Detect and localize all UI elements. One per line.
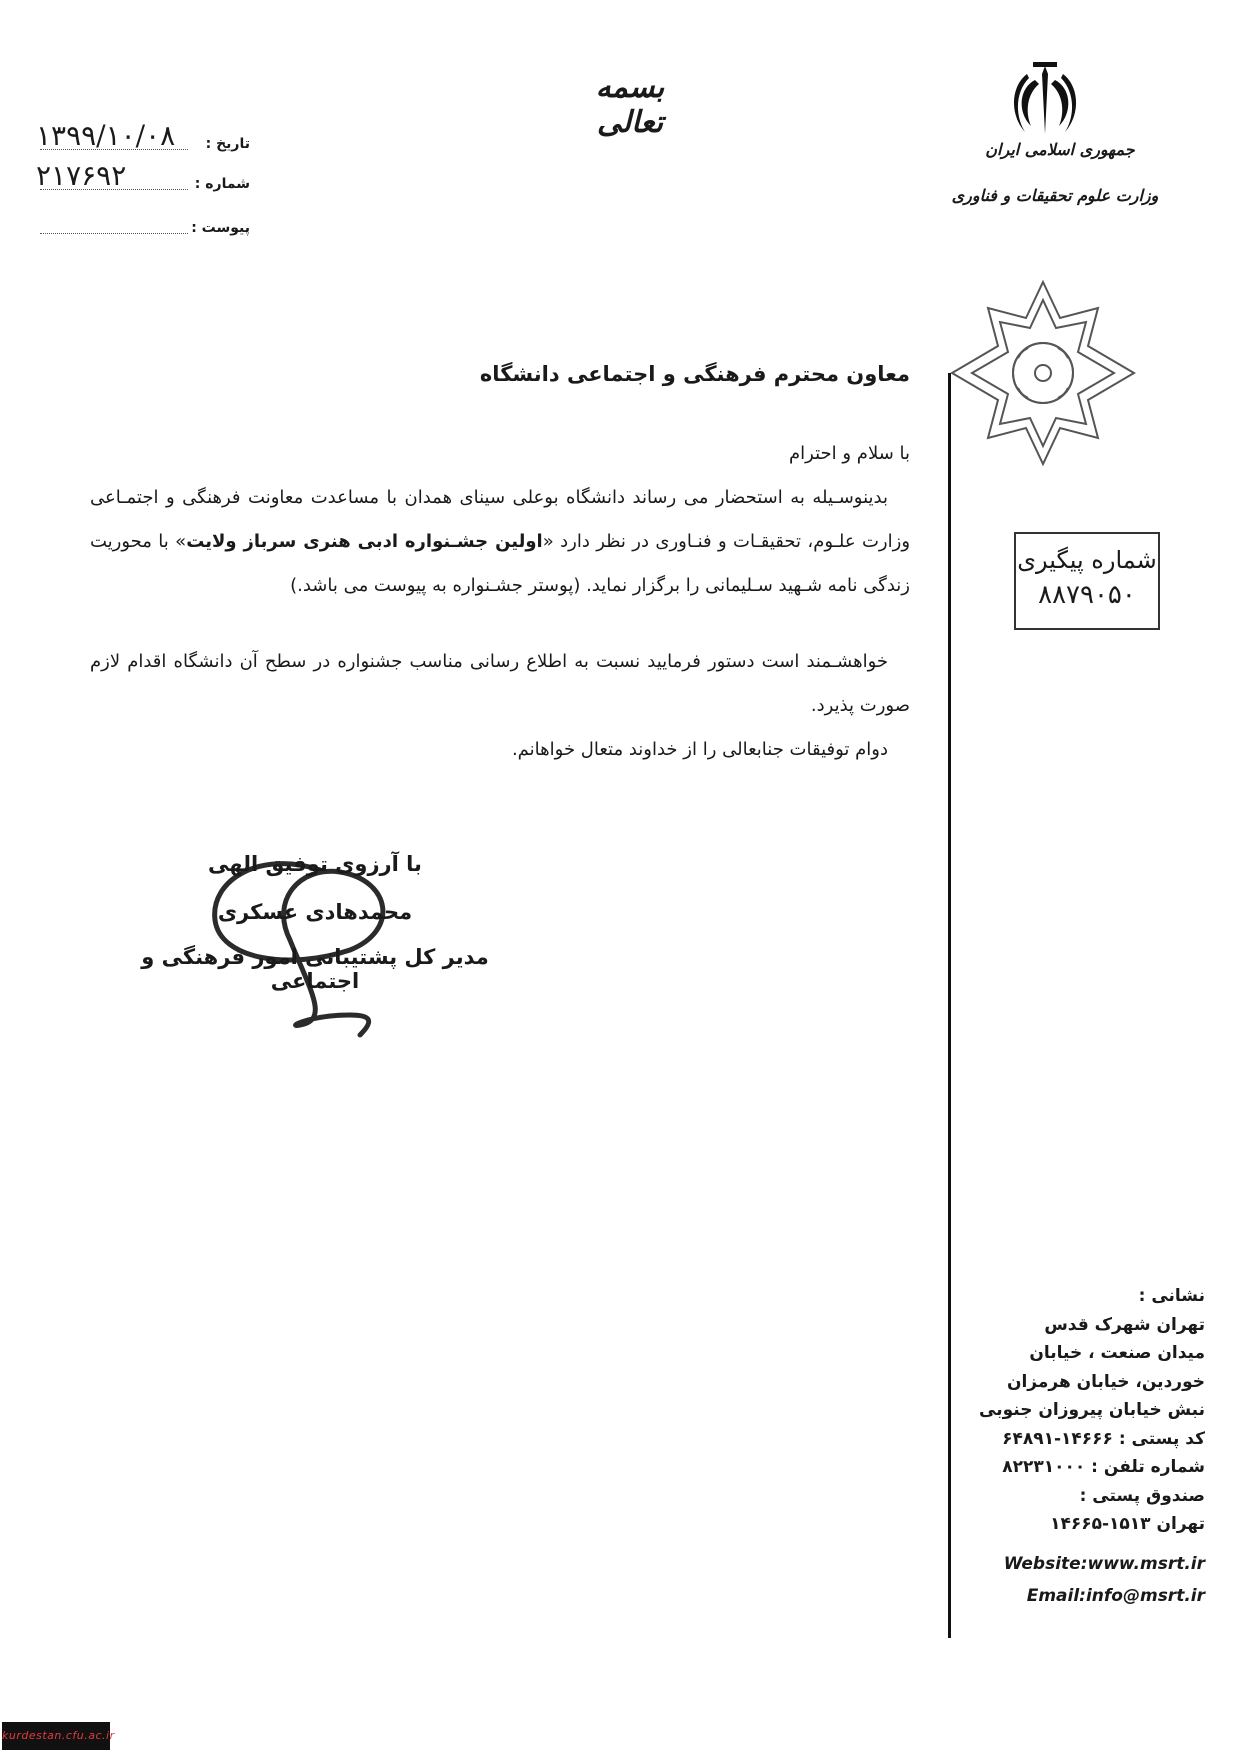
attachment-row	[30, 202, 250, 242]
contact-web	[965, 1548, 1205, 1612]
greeting: با سلام و احترام	[789, 443, 910, 464]
website-text: Website:www.msrt.ir	[1003, 1554, 1205, 1574]
address-line: میدان صنعت ، خیابان	[1029, 1343, 1205, 1363]
ministry-title: وزارت علوم تحقیقات و فناوری	[951, 186, 1159, 205]
closing-paragraph: دوام توفیقات جنابعالی را از خداوند متعال خواهانم.	[511, 739, 888, 760]
number-row	[30, 158, 250, 198]
salutation: معاون محترم فرهنگی و اجتماعی دانشگاه	[479, 362, 910, 386]
number-label: شماره :	[194, 176, 250, 192]
number-value: ۲۱۷۶۹۲	[36, 159, 127, 192]
po-box-label: صندوق پستی :	[1079, 1485, 1205, 1506]
address-block	[965, 1282, 1205, 1539]
bismillah-heading: بسمه تعالی	[595, 70, 665, 140]
attachment-label: پیوست :	[191, 220, 250, 236]
body-part1: بدینوسـیله به استحضار می رساند دانشگاه بوعلی سینای همدان با مساعدت معاونت فرهنگی و اجتمـاعی وزارت علـوم، تحقیقـات و فنـاوری در نظر دارد «	[90, 487, 911, 552]
gov-title: جمهوری اسلامی ایران	[985, 140, 1135, 159]
tracking-number-box	[1014, 532, 1160, 630]
signatory-name: محمدهادی عسکری	[217, 900, 413, 924]
postal-code: کد پستی : ۱۴۶۶۶-۶۴۸۹۱	[1002, 1428, 1205, 1449]
body-part2: » با محوریت زندگی نامه شـهید سـلیمانی را برگزار نماید. (پوستر جشـنواره به پیوست می باشد.)	[90, 531, 910, 596]
tracking-value: ۸۸۷۹۰۵۰	[1038, 580, 1136, 610]
request-paragraph: خواهشـمند است دستور فرمایید نسبت به اطلاع رسانی مناسب جشنواره در سطح آن دانشگاه اقدام لازم صورت پذیرد.	[90, 651, 910, 716]
date-value: ۱۳۹۹/۱۰/۰۸	[36, 119, 176, 152]
body-paragraph	[90, 476, 910, 608]
address-line: خوردین، خیابان هرمزان	[1006, 1371, 1205, 1392]
tracking-label: شماره پیگیری	[1017, 546, 1157, 574]
ornament-icon	[948, 278, 1138, 468]
date-label: تاریخ :	[205, 136, 250, 152]
address-line: نبش خیابان پیروزان جنوبی	[979, 1400, 1205, 1420]
address-heading: نشانی :	[1138, 1286, 1205, 1306]
po-box-value: تهران ۱۵۱۳-۱۴۶۶۵	[1050, 1514, 1205, 1534]
iran-emblem-icon	[1005, 60, 1085, 140]
address-line: تهران شهرک قدس	[1044, 1314, 1205, 1335]
vertical-divider	[948, 373, 951, 1638]
signatory-title: مدیر کل پشتیبانی امور فرهنگی و اجتماعی	[141, 945, 489, 993]
phone-number: شماره تلفن : ۸۲۲۳۱۰۰۰	[1002, 1457, 1205, 1477]
attachment-underline	[40, 233, 188, 234]
footer-watermark: kurdestan.cfu.ac.ir	[2, 1722, 110, 1750]
festival-name: اولین جشـنواره ادبی هنری سرباز ولایت	[186, 531, 543, 552]
email-text: Email:info@msrt.ir	[1026, 1586, 1205, 1606]
signature-wish: با آرزوی توفیق الهی	[208, 852, 422, 876]
date-row	[30, 118, 250, 158]
